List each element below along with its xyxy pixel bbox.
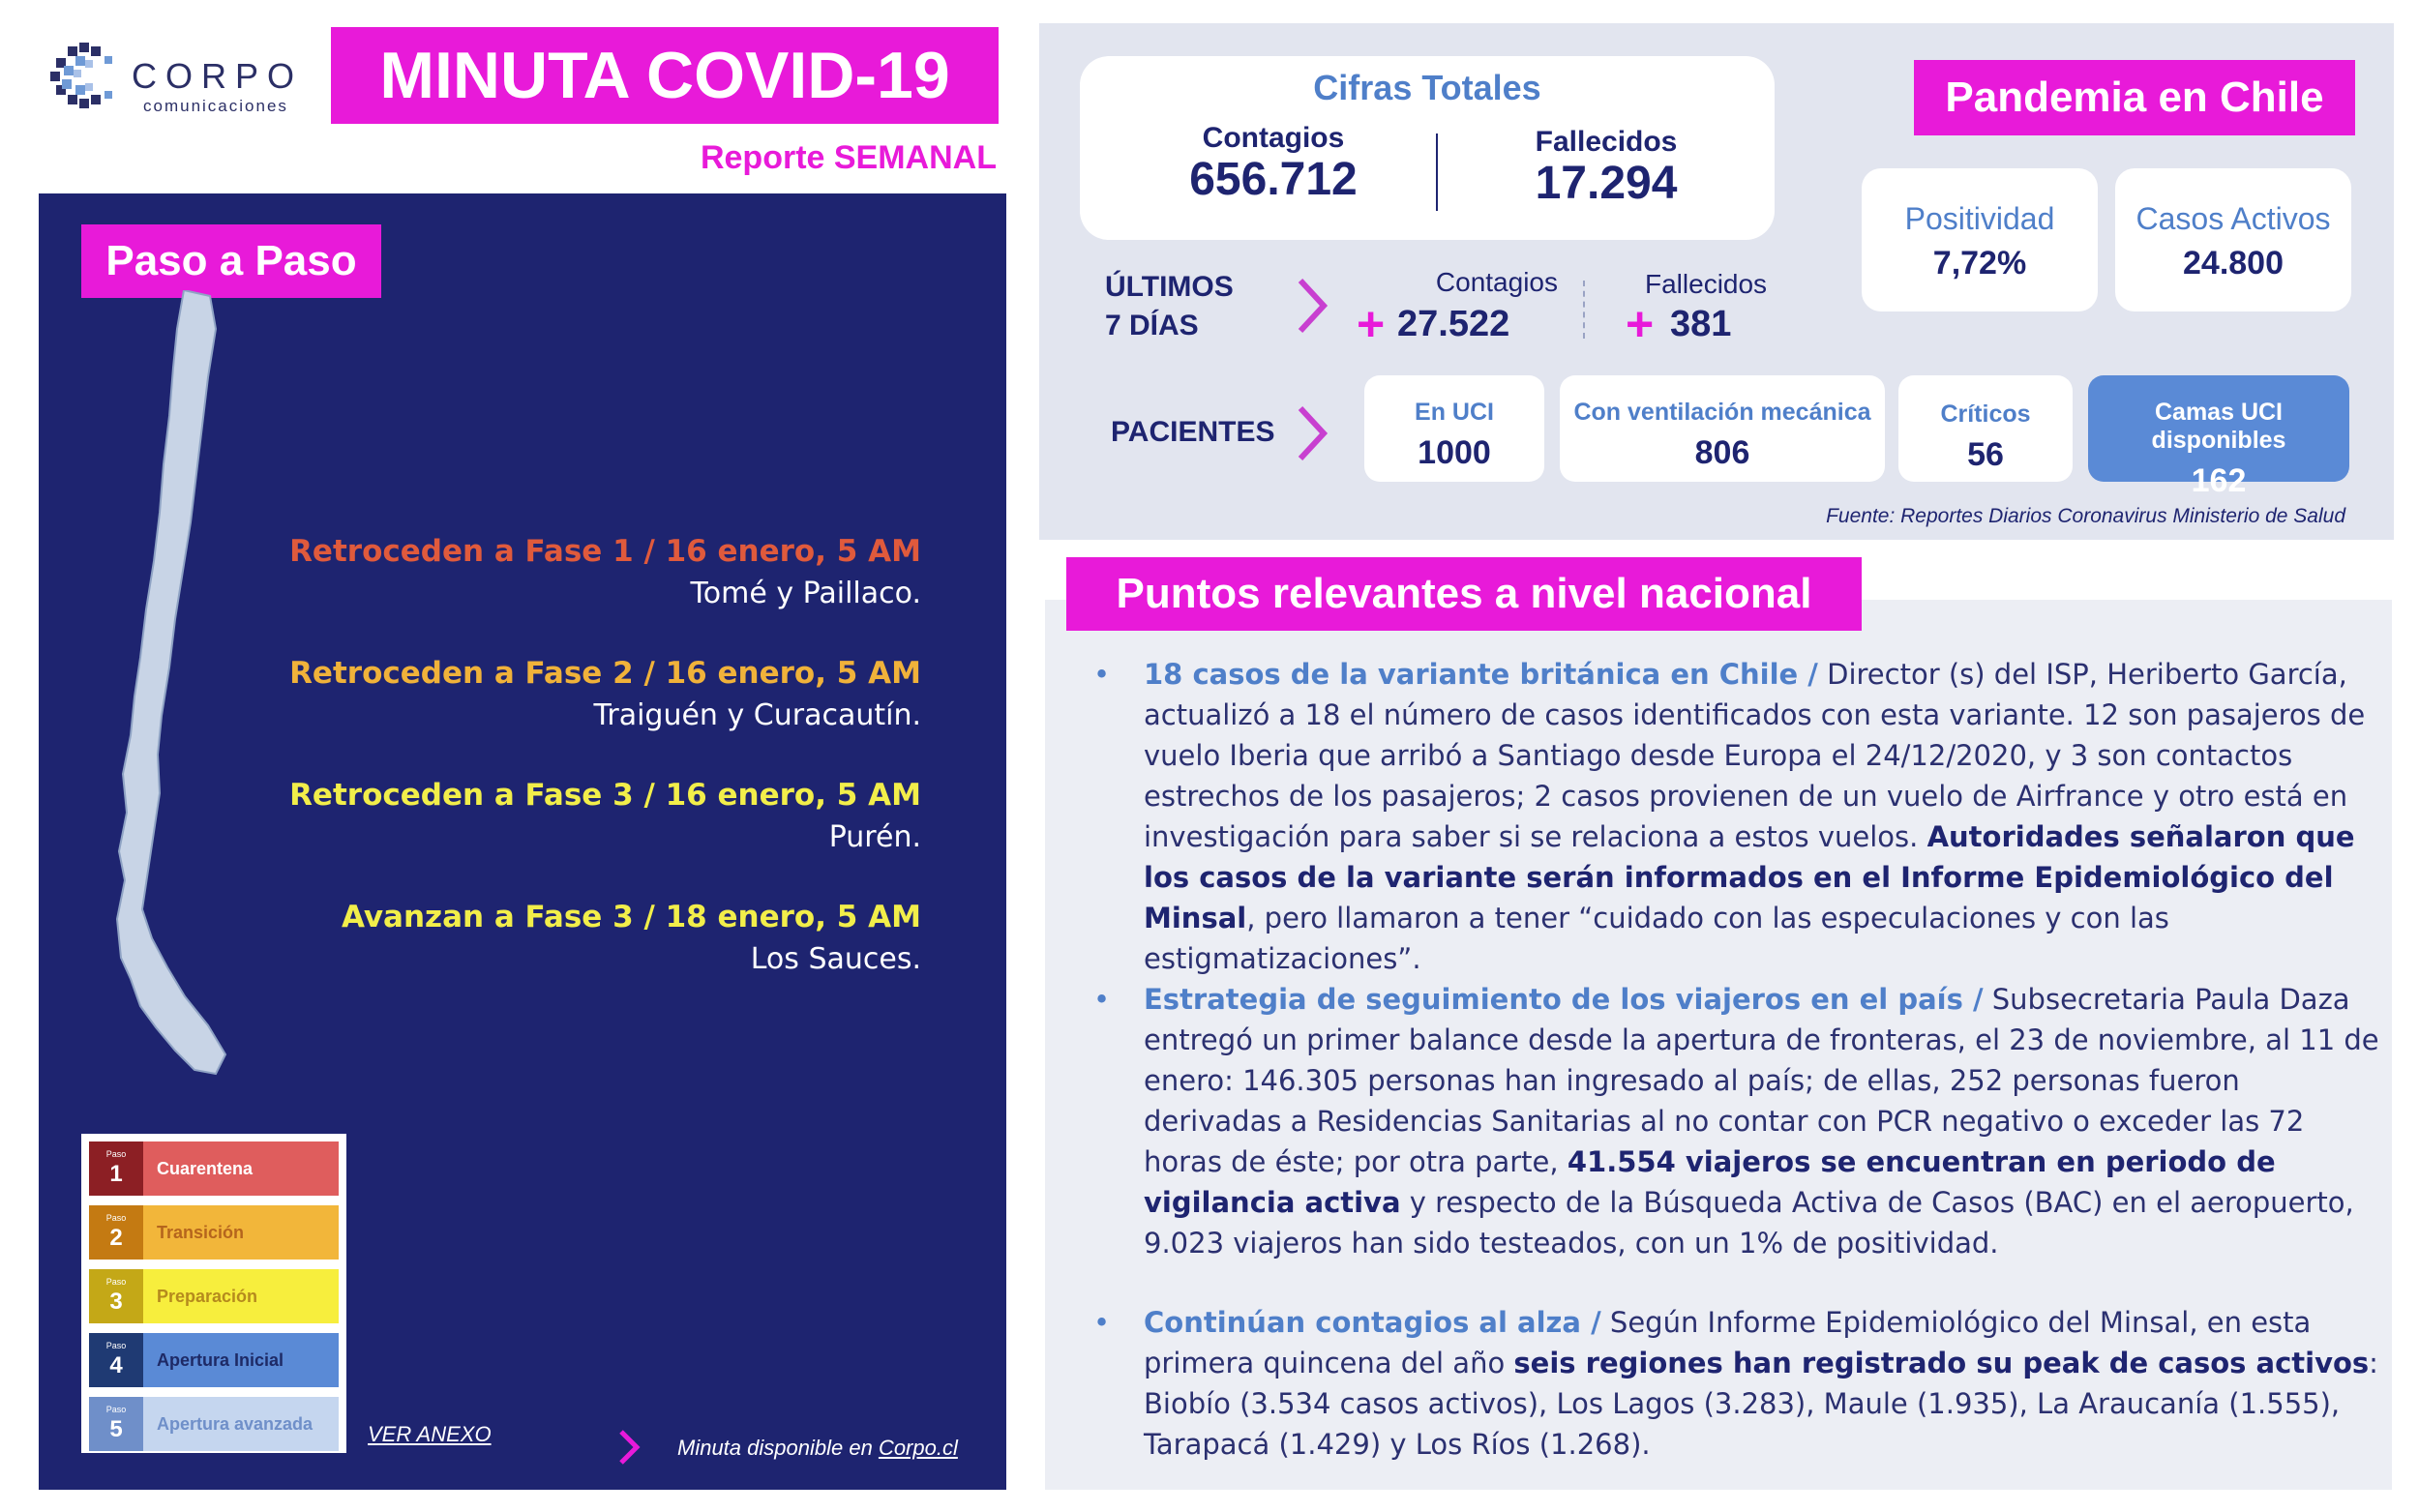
uci-card [1364, 375, 1544, 482]
last7-label-line2: 7 DÍAS [1105, 310, 1199, 341]
legend-number: Paso 3 [89, 1269, 143, 1323]
phase-item [289, 534, 921, 610]
ver-anexo-link[interactable]: VER ANEXO [368, 1422, 492, 1446]
chevron-right-icon [615, 1428, 642, 1467]
last7-label-line1: ÚLTIMOS [1105, 271, 1234, 303]
cifras-totales-title: Cifras Totales [1313, 68, 1541, 107]
legend-row [89, 1269, 339, 1323]
news-item [1093, 654, 2380, 979]
corpo-brand: CORPO [132, 56, 304, 96]
news-lead: 18 casos de la variante británica en Chile / [1144, 658, 1818, 691]
total-fallecidos-value: 17.294 [1535, 158, 1678, 209]
phase-communes: Purén. [828, 820, 921, 854]
pacientes-label: PACIENTES [1111, 416, 1275, 448]
legend-number: Paso 2 [89, 1205, 143, 1260]
pandemia-label: Pandemia en Chile [1914, 60, 2355, 135]
chevron-right-icon [1293, 402, 1331, 464]
phase-item [289, 778, 921, 854]
legend-label: Preparación [157, 1286, 258, 1306]
news-highlight: 41.554 viajeros se encuentran en periodo de vigilancia activa [1144, 1145, 2276, 1219]
total-contagios-label: Contagios [1202, 122, 1345, 154]
report-subtitle: Reporte SEMANAL [700, 139, 997, 176]
news-item [1093, 1302, 2380, 1465]
source-note: Fuente: Reportes Diarios Coronavirus Ministerio de Salud [1826, 505, 2345, 527]
news-body: , pero llamaron a tener “cuidado con las especulaciones y con las estigmatizaciones”. [1144, 902, 2169, 975]
legend-row [89, 1333, 339, 1387]
uci-label: En UCI [1415, 399, 1494, 426]
phase-heading: Retroceden a Fase 3 / 16 enero, 5 AM [289, 778, 921, 813]
phase-heading: Retroceden a Fase 2 / 16 enero, 5 AM [289, 656, 921, 691]
legend-label: Apertura avanzada [157, 1413, 314, 1434]
bullet-icon: • [1093, 658, 1111, 691]
corpo-sub: comunicaciones [143, 97, 288, 115]
phase-communes: Los Sauces. [750, 942, 921, 976]
news-body: Director (s) del ISP, Heriberto García, actualizó a 18 el número de casos identificados con esta variante. 12 son pasajeros de vuelo Iberia que arribó a Santiago desde Europa el 24/12/2020, y 3 son contactos estrechos de los pasajeros; 2 casos provienen de un vuelo de Airfrance y otro está en investigación para saber si se relaciona a estos vuelos. [1144, 658, 2366, 853]
news-body: : Biobío (3.534 casos activos), Los Lagos (3.283), Maule (1.935), La Araucanía (1.555), Tarapacá (1.429) y Los Ríos (1.268). [1144, 1347, 2378, 1461]
legend-label: Transición [157, 1222, 245, 1242]
news-body: Según Informe Epidemiológico del Minsal, en esta primera quincena del año [1144, 1306, 2312, 1379]
news-lead: Estrategia de seguimiento de los viajeros en el país / [1144, 983, 1984, 1016]
paso-a-paso-label: Paso a Paso [81, 224, 381, 298]
criticos-value: 56 [1967, 436, 2004, 473]
news-body: Subsecretaria Paula Daza entregó un primer balance desde la apertura de fronteras, el 23 de noviembre, al 11 de enero: 146.305 personas han ingresado al país; de ellas, 252 personas fueron derivadas a Residencias Sanitarias al no contar con PCR negativo o exceder las 72 horas de éste; por otra parte, [1144, 983, 2379, 1178]
legend-number: Paso 1 [89, 1141, 143, 1196]
news-text [1144, 979, 2380, 1263]
casos-activos-label: Casos Activos [2135, 201, 2331, 236]
corpo-link[interactable]: Corpo.cl [878, 1436, 958, 1460]
bullet-icon: • [1093, 1306, 1111, 1339]
phase-communes: Traiguén y Curacautín. [593, 698, 921, 732]
phase-communes: Tomé y Paillaco. [690, 577, 921, 610]
last7-divider [1583, 281, 1585, 339]
criticos-label: Críticos [1940, 400, 2031, 428]
news-highlight: Autoridades señalaron que los casos de la variante serán informados en el Informe Epidemiológico del Minsal [1144, 820, 2355, 934]
legend-row [89, 1141, 339, 1196]
legend-number: Paso 4 [89, 1333, 143, 1387]
criticos-card [1898, 375, 2073, 482]
positividad-card [1862, 168, 2098, 311]
minuta-text: Minuta disponible en [677, 1436, 873, 1460]
ventilacion-card [1560, 375, 1885, 482]
ventilacion-label: Con ventilación mecánica [1573, 399, 1871, 426]
legend-number: Paso 5 [89, 1397, 143, 1451]
last7-fallecidos-label: Fallecidos [1645, 269, 1768, 299]
news-item [1093, 979, 2380, 1263]
news-lead: Continúan contagios al alza / [1144, 1306, 1601, 1339]
positividad-label: Positividad [1904, 201, 2055, 236]
legend-row [89, 1205, 339, 1260]
positividad-value: 7,72% [1932, 245, 2027, 282]
corpo-logo [46, 37, 308, 124]
corpo-logo-icon [46, 37, 124, 114]
cifras-divider [1436, 133, 1438, 211]
uci-value: 1000 [1418, 434, 1491, 471]
puntos-relevantes-label: Puntos relevantes a nivel nacional [1066, 557, 1862, 631]
camas-uci-value: 162 [2191, 462, 2247, 499]
page-title: MINUTA COVID-19 [331, 27, 999, 124]
news-highlight: seis regiones han registrado su peak de casos activos [1513, 1347, 2370, 1379]
news-body: y respecto de la Búsqueda Activa de Casos (BAC) en el aeropuerto, 9.023 viajeros han sido testeados, con un 1% de positividad. [1144, 1186, 2354, 1260]
legend-label: Cuarentena [157, 1158, 254, 1178]
phase-item [342, 900, 921, 976]
last7-contagios-label: Contagios [1435, 267, 1558, 297]
casos-activos-value: 24.800 [2183, 245, 2284, 282]
ventilacion-value: 806 [1694, 434, 1750, 471]
camas-uci-card [2088, 375, 2349, 499]
chevron-right-icon [1293, 275, 1331, 337]
legend-label: Apertura Inicial [157, 1349, 284, 1370]
phase-heading: Retroceden a Fase 1 / 16 enero, 5 AM [289, 534, 921, 569]
total-contagios-value: 656.712 [1189, 154, 1358, 205]
minuta-note [677, 1436, 958, 1461]
chile-map-icon [102, 290, 247, 1083]
phase-item [289, 656, 921, 732]
last7-fallecidos-value: 381 [1670, 304, 1732, 344]
casos-activos-card [2115, 168, 2351, 311]
plus-icon: + [1357, 297, 1386, 351]
phase-heading: Avanzan a Fase 3 / 18 enero, 5 AM [341, 900, 921, 934]
last7-contagios-value: 27.522 [1397, 304, 1510, 344]
plus-icon: + [1626, 297, 1655, 351]
legend-row [89, 1397, 339, 1451]
paso-legend [81, 1134, 346, 1453]
news-text [1144, 1302, 2380, 1465]
bullet-icon: • [1093, 983, 1111, 1016]
total-fallecidos-label: Fallecidos [1535, 126, 1678, 158]
news-text [1144, 654, 2380, 979]
camas-uci-label: Camas UCI disponibles [2151, 399, 2286, 454]
